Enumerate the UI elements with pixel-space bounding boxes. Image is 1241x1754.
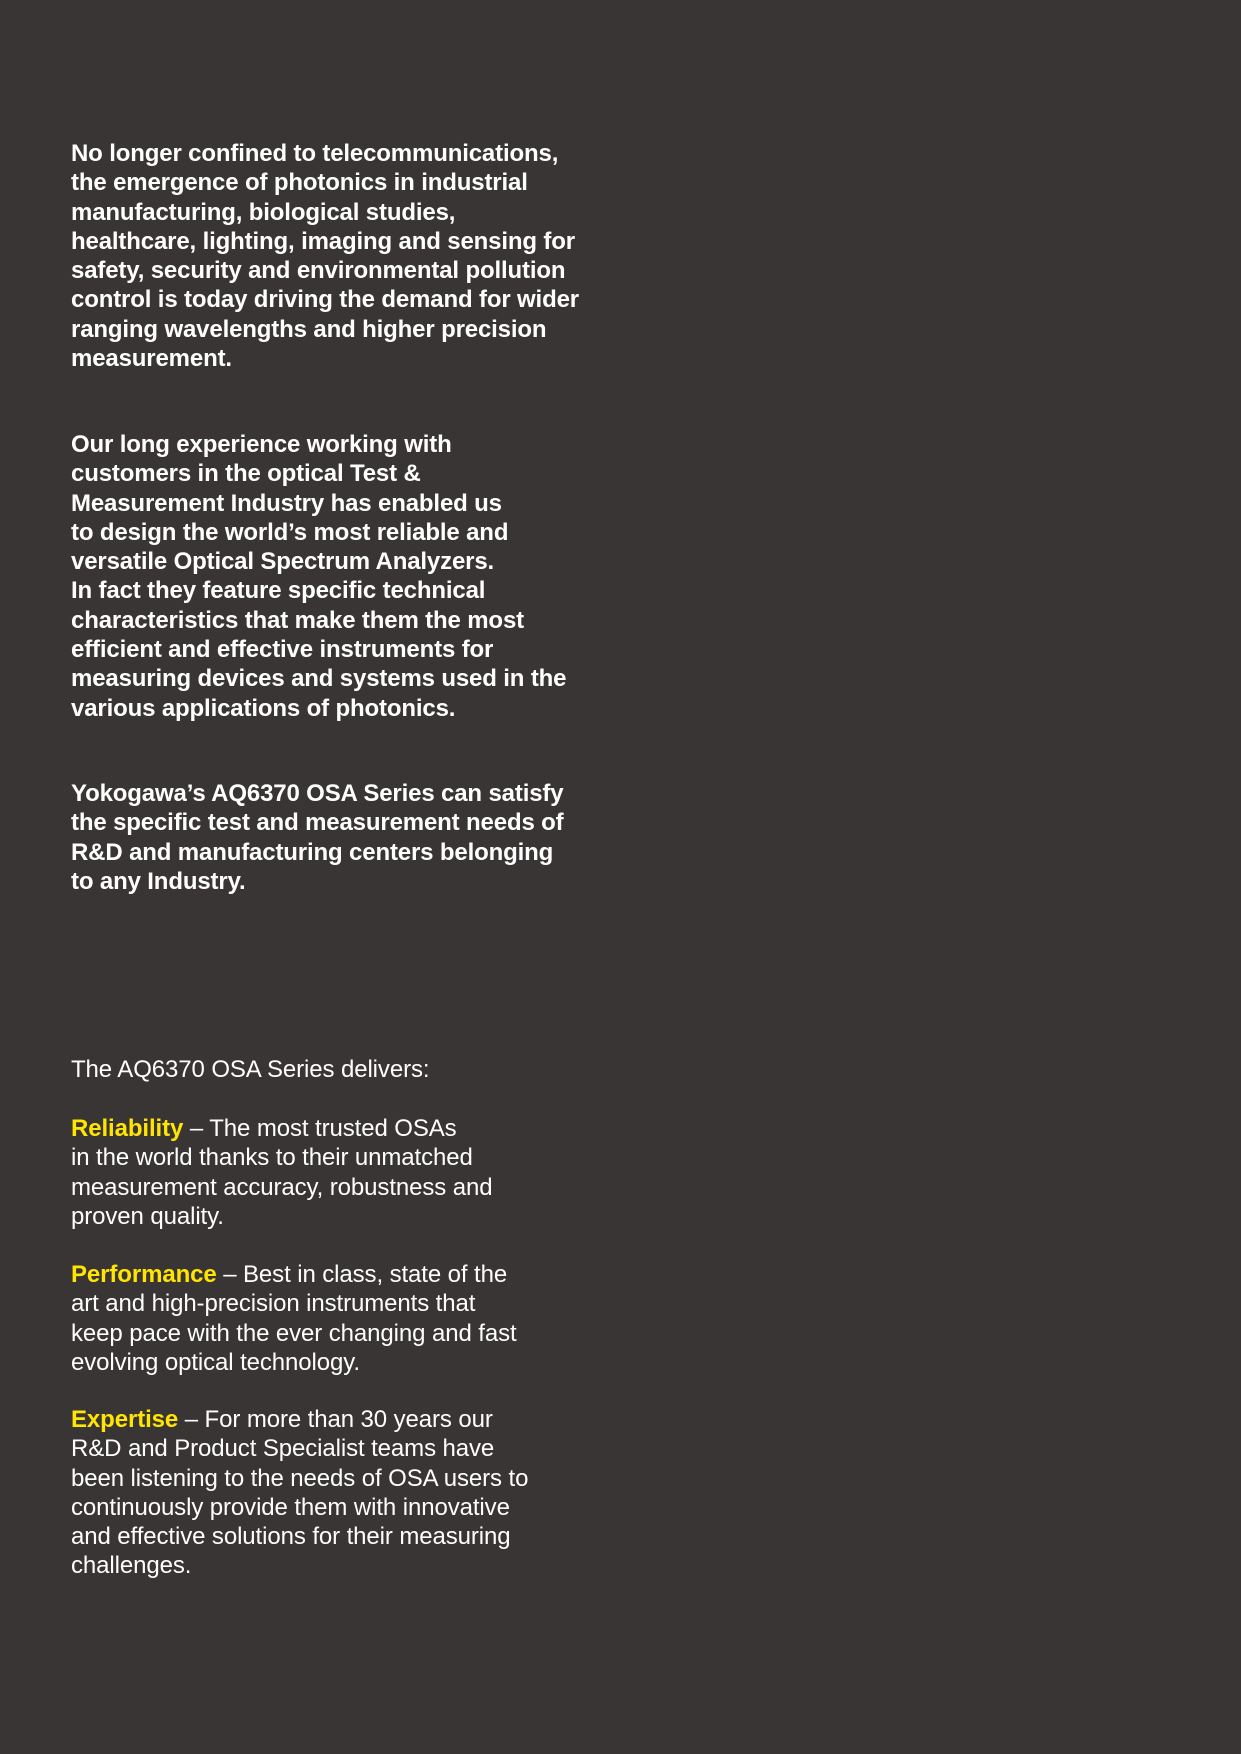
feature-term-reliability: Reliability: [71, 1115, 184, 1142]
feature-expertise: [71, 1405, 631, 1581]
feature-description-expertise: – For more than 30 years our R&D and Product Specialist teams have been listening to the needs of OSA users to continuously provide them with innovative and effective solutions for their measuring challenges.: [71, 1406, 529, 1580]
feature-description-reliability: – The most trusted OSAs in the world thanks to their unmatched measurement accuracy, robustness and proven quality.: [71, 1115, 493, 1230]
series-paragraph: Yokogawa’s AQ6370 OSA Series can satisfy the specific test and measurement needs of R&D and manufacturing centers belonging to any Industry.: [71, 780, 564, 895]
intro-paragraph: No longer confined to telecommunications, the emergence of photonics in industrial manufacturing, biological studies, healthcare, lighting, imaging and sensing for safety, security and environmental pollution control is today driving the demand for wider ranging wavelengths and higher precision measurement.: [71, 140, 579, 373]
feature-performance: [71, 1260, 631, 1377]
feature-reliability: [71, 1114, 631, 1231]
document-page: [71, 0, 1171, 1754]
feature-term-performance: Performance: [71, 1261, 217, 1288]
experience-paragraph: Our long experience working with customers in the optical Test & Measurement Industry has enabled us to design the world’s most reliable and versatile Optical Spectrum Analyzers. In fact they feature specific technical characteristics that make them the most efficient and effective instruments for measuring devices and systems used in the various applications of photonics.: [71, 431, 567, 722]
feature-description-performance: – Best in class, state of the art and high-precision instruments that keep pace with the ever changing and fast evolving optical technology.: [71, 1261, 517, 1376]
feature-term-expertise: Expertise: [71, 1406, 179, 1433]
delivers-intro: The AQ6370 OSA Series delivers:: [71, 1056, 430, 1083]
